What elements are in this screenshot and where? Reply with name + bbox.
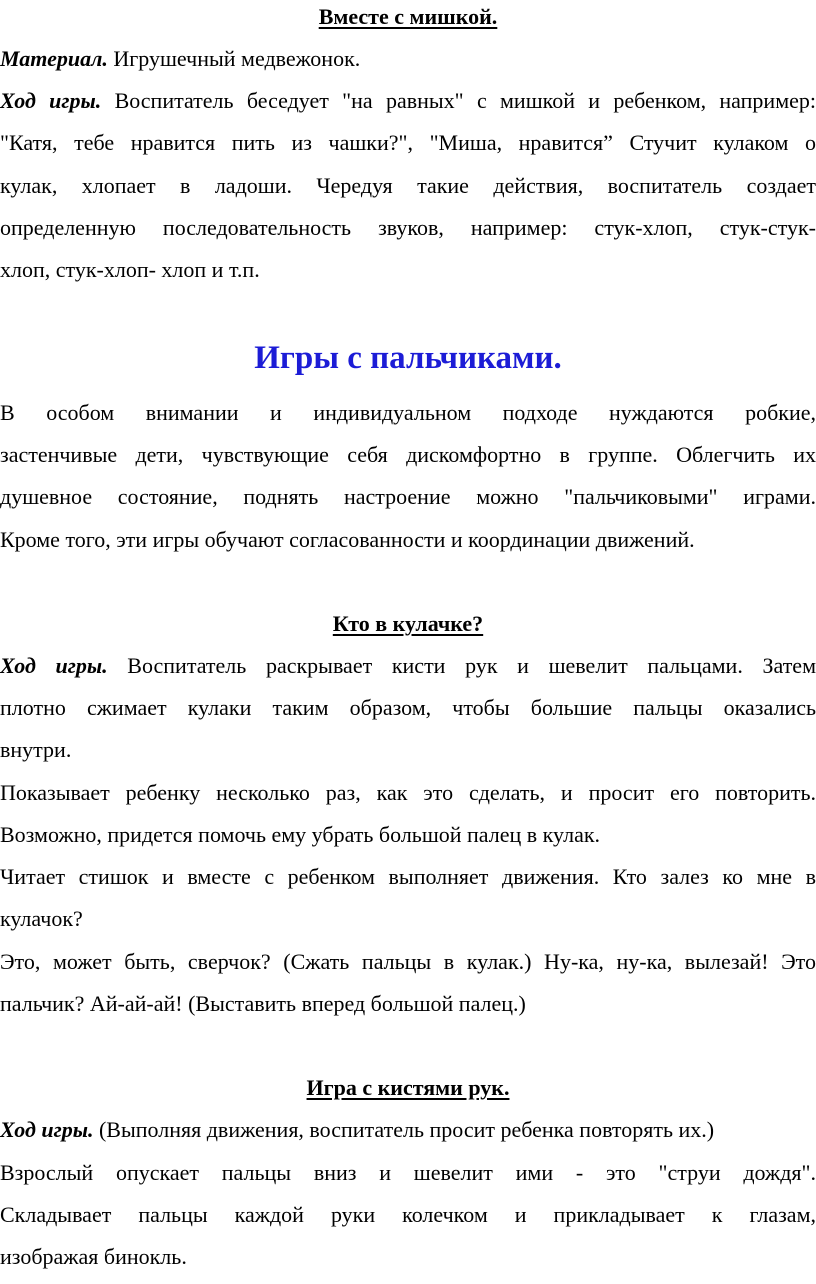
material-paragraph [0, 46, 816, 72]
material-text: Игрушечный медвежонок. [107, 46, 361, 71]
move-label: Ход игры. [0, 1117, 94, 1142]
text-run: (Выполняя движения, воспитатель просит ребенка повторять их.) [93, 1117, 715, 1142]
section-title-who-in-fist: Кто в кулачке? [332, 611, 484, 636]
paragraph-line: хлоп, стук-хлоп- хлоп и т.п. [0, 257, 260, 282]
paragraph-line: определенную последовательность звуков, например: стук-хлоп, стук-стук- [0, 215, 816, 240]
move-label: Ход игры. [0, 88, 102, 113]
paragraph-line: внутри. [0, 737, 72, 762]
section-title-finger-games: Игры с пальчиками. [254, 340, 562, 376]
paragraph-line: застенчивые дети, чувствующие себя дискомфортно в группе. Облегчить их [0, 442, 816, 467]
paragraph-line [0, 88, 816, 114]
paragraph-line: кулак, хлопает в ладоши. Чередуя такие действия, воспитатель создает [0, 173, 816, 198]
paragraph-line: Складывает пальцы каждой руки колечком и прикладывает к глазам, [0, 1202, 816, 1227]
paragraph-line [0, 1117, 816, 1143]
paragraph-line [0, 653, 816, 679]
section-title-hands-game: Игра с кистями рук. [306, 1075, 510, 1100]
material-label: Материал. [0, 46, 108, 71]
paragraph-line: Возможно, придется помочь ему убрать большой палец в кулак. [0, 822, 601, 847]
paragraph-line: Взрослый опускает пальцы вниз и шевелит ими - это "струи дождя". [0, 1160, 816, 1185]
text-run: Воспитатель беседует "на равных" с мишкой и ребенком, например: [101, 88, 816, 113]
text-run: Воспитатель раскрывает кисти рук и шевелит пальцами. Затем [107, 653, 816, 678]
paragraph-line: В особом внимании и индивидуальном подходе нуждаются робкие, [0, 400, 816, 425]
paragraph-line: Это, может быть, сверчок? (Сжать пальцы в кулак.) Ну-ка, ну-ка, вылезай! Это [0, 949, 816, 974]
paragraph-line: Показывает ребенку несколько раз, как это сделать, и просит его повторить. [0, 780, 816, 805]
paragraph-line: Читает стишок и вместе с ребенком выполняет движения. Кто залез ко мне в [0, 864, 816, 889]
section-title-with-bear: Вместе с мишкой. [318, 4, 498, 29]
move-label: Ход игры. [0, 653, 108, 678]
paragraph-line: "Катя, тебе нравится пить из чашки?", "Миша, нравится” Стучит кулаком о [0, 130, 816, 155]
paragraph-line: Кроме того, эти игры обучают согласованности и координации движений. [0, 527, 695, 552]
paragraph-line: пальчик? Ай-ай-ай! (Выставить вперед большой палец.) [0, 991, 526, 1016]
paragraph-line: изображая бинокль. [0, 1244, 187, 1269]
paragraph-line: плотно сжимает кулаки таким образом, чтобы большие пальцы оказались [0, 695, 816, 720]
paragraph-line: кулачок? [0, 906, 83, 931]
paragraph-line: душевное состояние, поднять настроение можно "пальчиковыми" играми. [0, 484, 816, 509]
